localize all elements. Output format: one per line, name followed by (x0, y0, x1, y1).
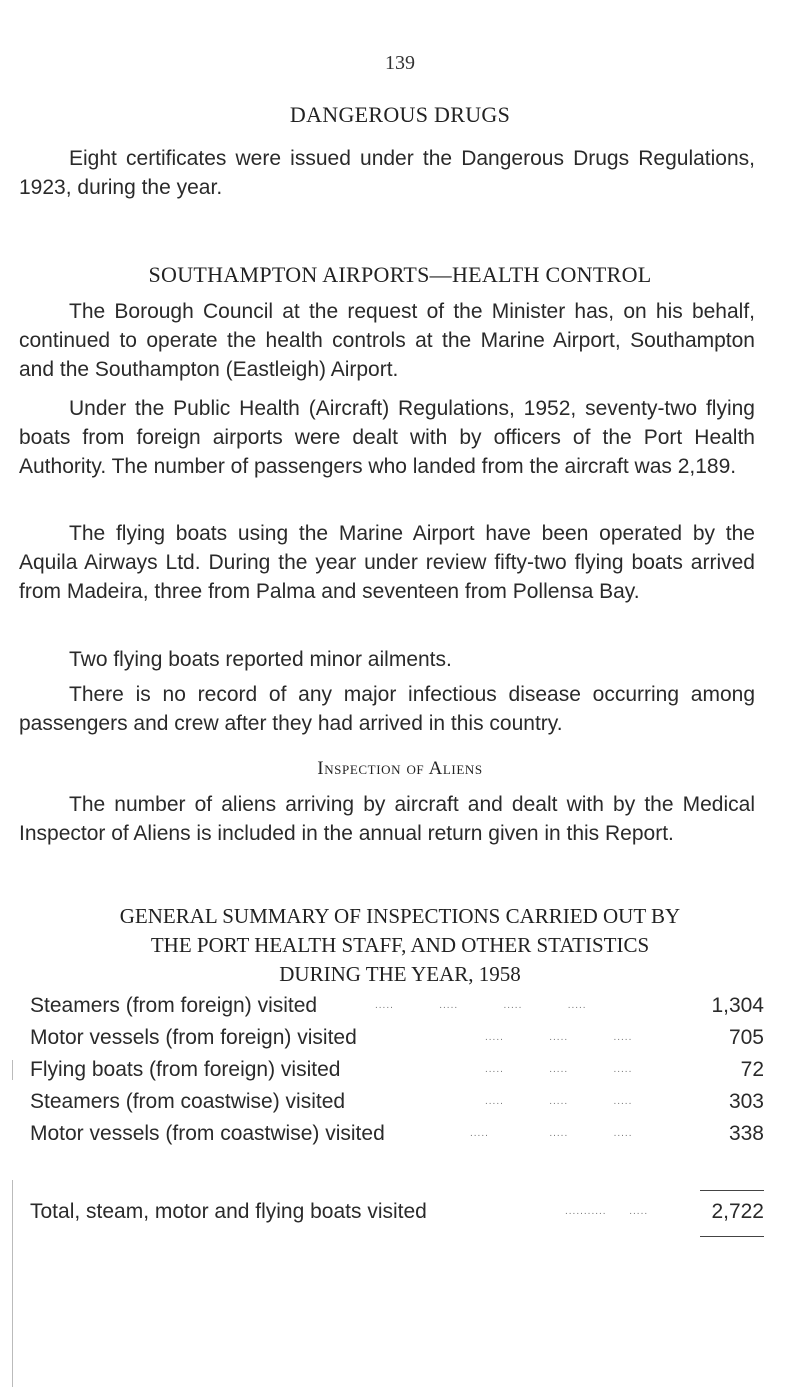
row-label: Flying boats (from foreign) visited (30, 1058, 341, 1081)
leader-dots: ..... ..... ..... (485, 1032, 633, 1043)
leader-dots: ..... ..... ..... (470, 1128, 633, 1139)
row-label: Steamers (from coastwise) visited (30, 1090, 346, 1113)
total-rule-bottom (700, 1236, 764, 1237)
heading-airports: SOUTHAMPTON AIRPORTS—HEALTH CONTROL (148, 262, 652, 287)
summary-row (30, 1118, 764, 1150)
leader-dots: ..... ..... ..... (485, 1096, 633, 1107)
paragraph-dangerous-drugs: Eight certificates were issued under the Dangerous Drugs Regulations, 1923, during the year. (19, 147, 755, 199)
heading-dangerous-drugs: DANGEROUS DRUGS (289, 102, 511, 127)
total-label: Total, steam, motor and flying boats visited (30, 1200, 427, 1223)
row-value: 705 (728, 1026, 764, 1049)
summary-total (30, 1196, 764, 1228)
leader-dots: ........... ..... (565, 1206, 649, 1217)
page-edge-mark (12, 1180, 13, 1387)
summary-title-line: GENERAL SUMMARY OF INSPECTIONS CARRIED OUT BY (119, 904, 681, 928)
summary-title-line: DURING THE YEAR, 1958 (279, 962, 521, 986)
row-value: 303 (728, 1090, 764, 1113)
heading-inspection-of-aliens (0, 758, 800, 780)
row-value: 1,304 (711, 994, 764, 1017)
paragraph-airports-5: There is no record of any major infectious disease occurring among passengers and crew after they had arrived in this country. (19, 683, 755, 735)
paragraph-airports-4: Two flying boats reported minor ailments. (69, 648, 452, 671)
page-edge-mark (12, 1060, 13, 1080)
row-label: Motor vessels (from foreign) visited (30, 1026, 357, 1049)
total-value: 2,722 (711, 1200, 764, 1223)
leader-dots: ..... ..... ..... ..... (375, 1000, 587, 1011)
paragraph-aliens: The number of aliens arriving by aircraft and dealt with by the Medical Inspector of Aliens is included in the annual return given in this Report. (19, 793, 755, 845)
summary-row (30, 1022, 764, 1054)
summary-row (30, 1086, 764, 1118)
paragraph-airports-3: The flying boats using the Marine Airport have been operated by the Aquila Airways Ltd. During the year under review fifty-two flying boats arrived from Madeira, three from Palma and seventeen from Pollensa Bay. (19, 522, 755, 603)
inspection-of-aliens-text: Inspection of Aliens (317, 758, 483, 779)
summary-title-line: THE PORT HEALTH STAFF, AND OTHER STATISTICS (150, 933, 650, 957)
row-value: 338 (728, 1122, 764, 1145)
summary-title (0, 902, 800, 989)
summary-row (30, 1054, 764, 1086)
row-label: Steamers (from foreign) visited (30, 994, 318, 1017)
paragraph-airports-2: Under the Public Health (Aircraft) Regulations, 1952, seventy-two flying boats from foreign airports were dealt with by officers of the Port Health Authority. The number of passengers who landed from the aircraft was 2,189. (19, 397, 755, 478)
total-rule-top (700, 1190, 764, 1191)
row-value: 72 (740, 1058, 764, 1081)
leader-dots: ..... ..... ..... (485, 1064, 633, 1075)
paragraph-airports-1: The Borough Council at the request of the Minister has, on his behalf, continued to operate the health controls at the Marine Airport, Southampton and the Southampton (Eastleigh) Airport. (19, 300, 755, 381)
total-row (30, 1196, 764, 1228)
summary-list (30, 990, 764, 1150)
page-number: 139 (385, 52, 415, 74)
row-label: Motor vessels (from coastwise) visited (30, 1122, 385, 1145)
summary-row (30, 990, 764, 1022)
